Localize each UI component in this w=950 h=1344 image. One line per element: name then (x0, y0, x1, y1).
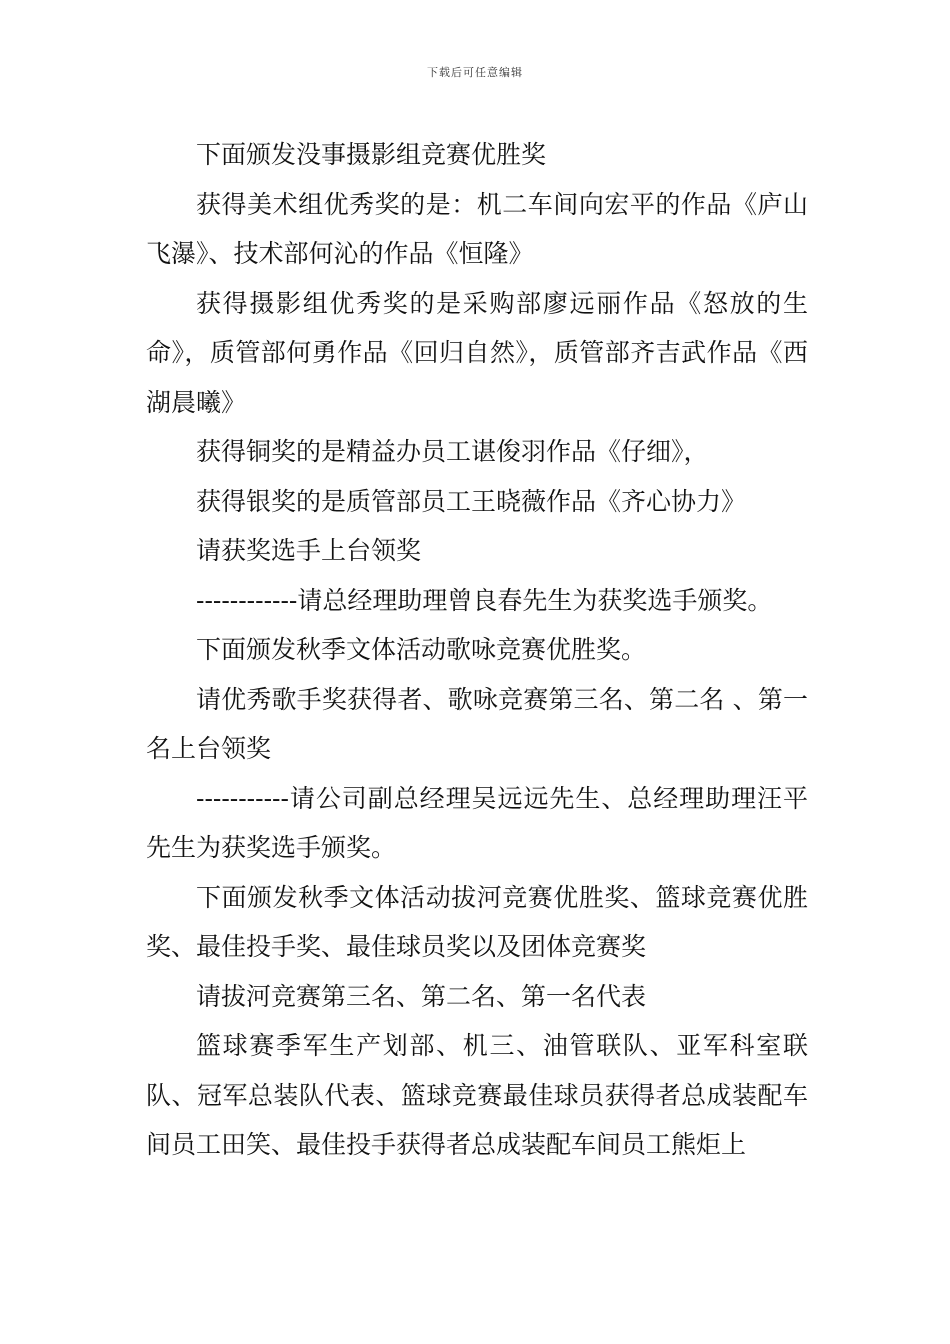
paragraph-photography-award: 下面颁发没事摄影组竞赛优胜奖 (196, 140, 547, 169)
paragraph-silver: 获得银奖的是质管部员工王晓薇作品《齐心协力》 (196, 486, 747, 516)
paragraph-tug-of-war: 请拔河竞赛第三名、第二名、第一名代表 (196, 981, 647, 1011)
paragraph-singing-winners: 请优秀歌手奖获得者、歌咏竞赛第三名、第二名 、第一名上台领奖 (146, 684, 808, 763)
paragraph-sports-award: 下面颁发秋季文体活动拔河竞赛优胜奖、篮球竞赛优胜奖、最佳投手奖、最佳球员奖以及团体竞赛奖 (146, 882, 808, 961)
paragraph-presenter-1: ------------请总经理助理曾良春先生为获奖选手颁奖。 (196, 585, 773, 615)
paragraph-photo-excellence: 获得摄影组优秀奖的是采购部廖远丽作品《怒放的生命》，质管部何勇作品《回归自然》，质管部齐吉武作品《西湖晨曦》 (146, 288, 808, 417)
document-body (146, 130, 808, 1170)
paragraph-art-excellence: 获得美术组优秀奖的是：机二车间向宏平的作品《庐山飞瀑》、技术部何沁的作品《恒隆》 (146, 189, 808, 268)
paragraph-bronze: 获得铜奖的是精益办员工谌俊羽作品《仔细》， (196, 437, 709, 466)
paragraph-basketball: 篮球赛季军生产划部、机三、油管联队、亚军科室联队、冠军总装队代表、篮球竞赛最佳球员获得者总成装配车间员工田笑、最佳投手获得者总成装配车间员工熊炬上 (146, 1031, 808, 1159)
paragraph-singing-award: 下面颁发秋季文体活动歌咏竞赛优胜奖。 (196, 635, 647, 664)
header-note: 下载后可任意编辑 (427, 66, 523, 79)
paragraph-invite-winners: 请获奖选手上台领奖 (196, 536, 422, 565)
paragraph-presenter-2: -----------请公司副总经理吴远远先生、总经理助理汪平先生为获奖选手颁奖。 (146, 783, 808, 862)
